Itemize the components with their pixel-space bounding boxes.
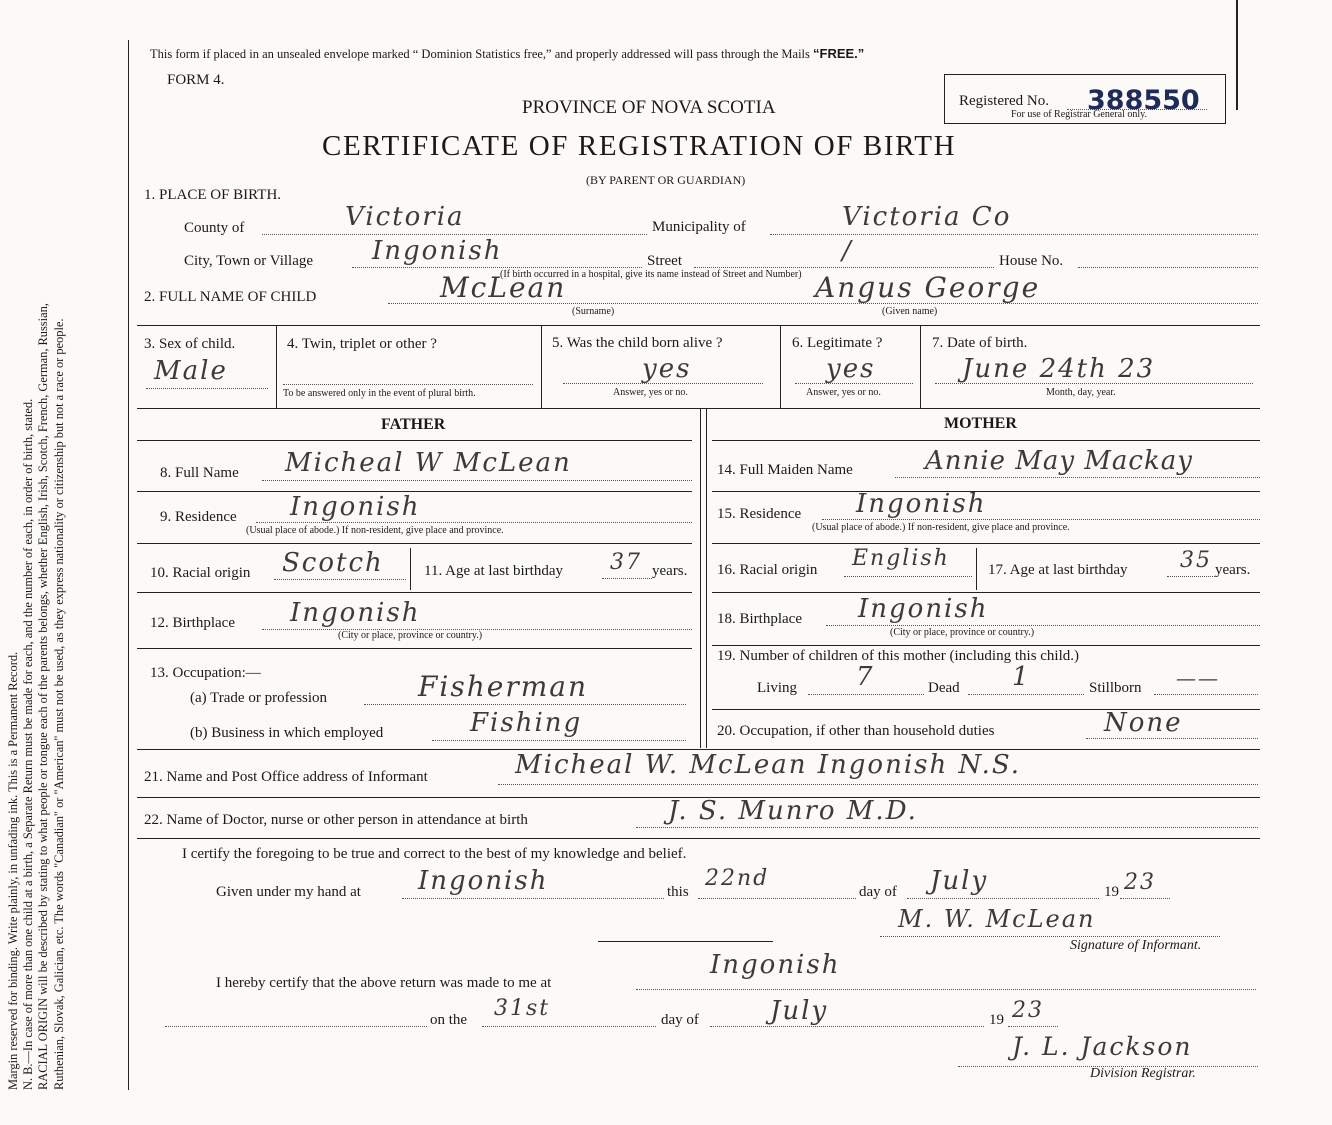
registrar-month: July bbox=[770, 996, 829, 1026]
municipality-line bbox=[770, 234, 1258, 235]
alive-caption: Answer, yes or no. bbox=[613, 387, 688, 398]
mother-name-line bbox=[895, 477, 1260, 478]
father-birthplace-value: Ingonish bbox=[290, 598, 421, 628]
county-label: County of bbox=[184, 220, 245, 236]
certify-statement: I certify the foregoing to be true and correct to the best of my knowledge and belief. bbox=[182, 846, 687, 862]
given-month: July bbox=[930, 866, 989, 896]
city-line bbox=[352, 267, 642, 268]
margin-note-line: RACIAL ORIGIN will be described by stating to what people or tongue each of the parents belongs, whether English, Irish, Scotch, French, German, Russian, bbox=[36, 303, 51, 1090]
father-trade-label: (a) Trade or profession bbox=[190, 690, 328, 706]
mother-occupation-value: None bbox=[1104, 708, 1183, 738]
father-racial-value: Scotch bbox=[282, 548, 384, 578]
father-abode-note: (Usual place of abode.) If non-resident, give place and province. bbox=[246, 525, 504, 536]
informant-value: Micheal W. McLean Ingonish N.S. bbox=[515, 750, 1021, 780]
field-rule bbox=[137, 648, 692, 649]
postal-note bbox=[150, 46, 864, 62]
alive-label: 5. Was the child born alive ? bbox=[552, 335, 723, 351]
mother-age-line bbox=[1167, 576, 1215, 577]
municipality-value: Victoria Co bbox=[842, 202, 1012, 232]
stillborn-line bbox=[1154, 694, 1258, 695]
registrar-signature: J. L. Jackson bbox=[1012, 1032, 1193, 1061]
surname-caption: (Surname) bbox=[572, 306, 615, 317]
mother-age-value: 35 bbox=[1180, 548, 1212, 573]
child-name-label: 2. FULL NAME OF CHILD bbox=[144, 289, 317, 305]
dob-caption: Month, day, year. bbox=[1046, 387, 1116, 398]
dob-label: 7. Date of birth. bbox=[932, 335, 1028, 351]
father-trade-value: Fisherman bbox=[418, 670, 589, 703]
father-residence-value: Ingonish bbox=[290, 492, 421, 522]
postal-note-free: “FREE.” bbox=[813, 46, 865, 61]
given-year: 23 bbox=[1124, 870, 1156, 895]
margin-instructions bbox=[6, 10, 67, 1090]
field-divider bbox=[976, 548, 977, 590]
registrar-caption: Division Registrar. bbox=[1090, 1066, 1196, 1081]
field-rule bbox=[712, 543, 1260, 544]
section-rule bbox=[137, 838, 1260, 839]
sex-value: Male bbox=[154, 356, 228, 386]
margin-note-line: N. B.—In case of more than one child at a birth, a Separate Return must be made for each, and the number of each, in order of birth, stated. bbox=[21, 398, 36, 1090]
col-divider bbox=[276, 325, 277, 408]
registered-label: Registered No. bbox=[959, 93, 1049, 109]
dead-value: 1 bbox=[1012, 662, 1031, 692]
mother-birthplace-value: Ingonish bbox=[858, 594, 989, 624]
certificate-subtitle: (BY PARENT OR GUARDIAN) bbox=[586, 173, 746, 187]
given-label: Given under my hand at bbox=[216, 884, 361, 900]
father-racial-label: 10. Racial origin bbox=[150, 565, 251, 581]
mother-rule bbox=[712, 440, 1260, 441]
registered-number: 388550 bbox=[1087, 85, 1200, 116]
on-the-label: on the bbox=[430, 1012, 468, 1028]
given-year-line bbox=[1120, 898, 1170, 899]
province-heading: PROVINCE OF NOVA SCOTIA bbox=[522, 97, 776, 118]
city-label: City, Town or Village bbox=[184, 253, 314, 269]
father-trade-line bbox=[364, 704, 686, 705]
doctor-line bbox=[636, 827, 1258, 828]
dob-value: June 24th 23 bbox=[962, 354, 1156, 384]
sex-line bbox=[146, 388, 268, 389]
father-birthplace-label: 12. Birthplace bbox=[150, 615, 235, 631]
father-name-line bbox=[262, 480, 692, 481]
father-business-label: (b) Business in which employed bbox=[190, 725, 384, 741]
father-years: years. bbox=[652, 563, 688, 579]
field-rule bbox=[137, 592, 692, 593]
sex-label: 3. Sex of child. bbox=[144, 336, 236, 352]
stillborn-label: Stillborn bbox=[1089, 680, 1142, 696]
registered-number-box bbox=[944, 74, 1226, 124]
father-residence-label: 9. Residence bbox=[160, 509, 237, 525]
given-month-line bbox=[907, 898, 1099, 899]
registrar-month-line bbox=[710, 1026, 984, 1027]
margin-note-line: Margin reserved for binding. Write plainly, in unfading ink. This is a Permanent Record. bbox=[6, 651, 20, 1090]
alive-value: yes bbox=[642, 354, 692, 384]
child-given-name: Angus George bbox=[815, 271, 1041, 304]
mother-residence-value: Ingonish bbox=[856, 489, 987, 519]
field-rule bbox=[712, 592, 1260, 593]
mother-racial-line bbox=[844, 576, 972, 577]
living-line bbox=[808, 694, 924, 695]
street-line bbox=[694, 267, 994, 268]
street-value: / bbox=[842, 236, 853, 266]
doctor-value: J. S. Munro M.D. bbox=[668, 796, 918, 826]
mother-occupation-line bbox=[1086, 738, 1258, 739]
place-heading: 1. PLACE OF BIRTH. bbox=[144, 187, 282, 203]
registrar-place-line bbox=[636, 989, 1256, 990]
legitimate-caption: Answer, yes or no. bbox=[806, 387, 881, 398]
row-top-rule bbox=[137, 325, 1260, 326]
left-border bbox=[128, 40, 129, 1090]
mother-children-label: 19. Number of children of this mother (including this child.) bbox=[717, 648, 1080, 664]
hospital-note: (If birth occurred in a hospital, give its name instead of Street and Number) bbox=[500, 269, 802, 280]
dead-label: Dead bbox=[928, 680, 960, 696]
registrar-day-of-label: day of bbox=[661, 1012, 699, 1028]
living-value: 7 bbox=[856, 662, 875, 692]
street-label: Street bbox=[647, 253, 682, 269]
given-place: Ingonish bbox=[418, 866, 549, 896]
father-business-value: Fishing bbox=[470, 708, 583, 738]
mother-birthplace-label: 18. Birthplace bbox=[717, 611, 802, 627]
father-birthplace-note: (City or place, province or country.) bbox=[338, 630, 483, 641]
father-age-line bbox=[602, 578, 652, 579]
dead-line bbox=[968, 694, 1084, 695]
father-rule bbox=[137, 440, 692, 441]
postal-note-text: This form if placed in an unsealed envelope marked “ Dominion Statistics free,” and properly addressed will pass through the Mails bbox=[150, 47, 814, 61]
given-caption: (Given name) bbox=[882, 306, 938, 317]
mother-name-value: Annie May Mackay bbox=[925, 446, 1193, 476]
informant-signature-line bbox=[880, 936, 1220, 937]
given-day-line bbox=[698, 898, 856, 899]
father-occupation-label: 13. Occupation:— bbox=[150, 665, 261, 681]
mother-birthplace-note: (City or place, province or country.) bbox=[890, 627, 1035, 638]
mother-racial-label: 16. Racial origin bbox=[717, 562, 818, 578]
county-value: Victoria bbox=[345, 202, 465, 232]
signature-caption: Signature of Informant. bbox=[1070, 938, 1202, 953]
legitimate-label: 6. Legitimate ? bbox=[792, 335, 883, 351]
father-name-label: 8. Full Name bbox=[160, 465, 239, 481]
mother-occupation-label: 20. Occupation, if other than household duties bbox=[717, 723, 995, 739]
house-line bbox=[1078, 267, 1258, 268]
registrar-year-prefix: 19 bbox=[989, 1012, 1004, 1028]
separator-rule bbox=[598, 941, 773, 942]
mother-birthplace-line bbox=[826, 625, 1260, 626]
mother-residence-line bbox=[822, 519, 1260, 520]
registrar-day-line bbox=[482, 1026, 656, 1027]
given-place-line bbox=[402, 898, 664, 899]
child-surname: McLean bbox=[440, 271, 567, 304]
father-residence-line bbox=[256, 522, 692, 523]
mother-heading: MOTHER bbox=[944, 415, 1017, 432]
day-of-label: day of bbox=[859, 884, 897, 900]
county-line bbox=[262, 234, 647, 235]
col-divider bbox=[920, 325, 921, 408]
legitimate-value: yes bbox=[826, 354, 876, 384]
registrar-year: 23 bbox=[1012, 998, 1044, 1023]
mother-name-label: 14. Full Maiden Name bbox=[717, 462, 853, 478]
registrar-place: Ingonish bbox=[710, 950, 841, 980]
col-divider bbox=[541, 325, 542, 408]
form-number: FORM 4. bbox=[167, 72, 225, 88]
twin-note: To be answered only in the event of plural birth. bbox=[283, 388, 476, 399]
living-label: Living bbox=[757, 680, 797, 696]
this-label: this bbox=[667, 884, 689, 900]
ink-stroke bbox=[1236, 0, 1238, 110]
parents-divider bbox=[706, 408, 707, 748]
mother-years: years. bbox=[1215, 562, 1251, 578]
parents-divider bbox=[700, 408, 701, 748]
house-label: House No. bbox=[999, 253, 1064, 269]
given-day: 22nd bbox=[705, 866, 770, 891]
mother-abode-note: (Usual place of abode.) If non-resident, give place and province. bbox=[812, 522, 1070, 533]
margin-note-line: Ruthenian, Slovak, Galician, etc. The words "Canadian" or "American" must not be used, as they express nationality or citizenship but not a race or people. bbox=[51, 318, 66, 1090]
field-rule bbox=[712, 645, 1260, 646]
field-divider bbox=[410, 548, 411, 590]
registrar-day: 31st bbox=[494, 996, 551, 1021]
mother-residence-label: 15. Residence bbox=[717, 506, 802, 522]
registrar-year-line bbox=[1008, 1026, 1058, 1027]
col-divider bbox=[780, 325, 781, 408]
informant-signature: M. W. McLean bbox=[898, 905, 1096, 933]
father-heading: FATHER bbox=[381, 416, 446, 433]
father-age-value: 37 bbox=[610, 550, 642, 575]
given-year-prefix: 19 bbox=[1104, 884, 1119, 900]
father-racial-line bbox=[274, 579, 406, 580]
row-bottom-rule bbox=[137, 408, 1260, 409]
informant-line bbox=[498, 784, 1258, 785]
field-rule bbox=[137, 543, 692, 544]
twin-label: 4. Twin, triplet or other ? bbox=[287, 336, 437, 352]
father-age-label: 11. Age at last birthday bbox=[424, 563, 563, 579]
father-name-value: Micheal W McLean bbox=[285, 448, 572, 478]
registrar-lead-line bbox=[165, 1026, 427, 1027]
city-value: Ingonish bbox=[372, 236, 503, 266]
registrar-statement: I hereby certify that the above return was made to me at bbox=[216, 975, 552, 991]
certificate-title: CERTIFICATE OF REGISTRATION OF BIRTH bbox=[322, 130, 957, 162]
doctor-label: 22. Name of Doctor, nurse or other person in attendance at birth bbox=[144, 812, 528, 828]
stillborn-value: —— bbox=[1176, 666, 1220, 690]
father-business-line bbox=[432, 740, 686, 741]
mother-racial-value: English bbox=[852, 546, 950, 571]
twin-line bbox=[283, 384, 533, 385]
municipality-label: Municipality of bbox=[652, 219, 746, 235]
mother-age-label: 17. Age at last birthday bbox=[988, 562, 1128, 578]
registrar-use-note: For use of Registrar General only. bbox=[1011, 109, 1147, 120]
informant-label: 21. Name and Post Office address of Informant bbox=[144, 769, 428, 785]
